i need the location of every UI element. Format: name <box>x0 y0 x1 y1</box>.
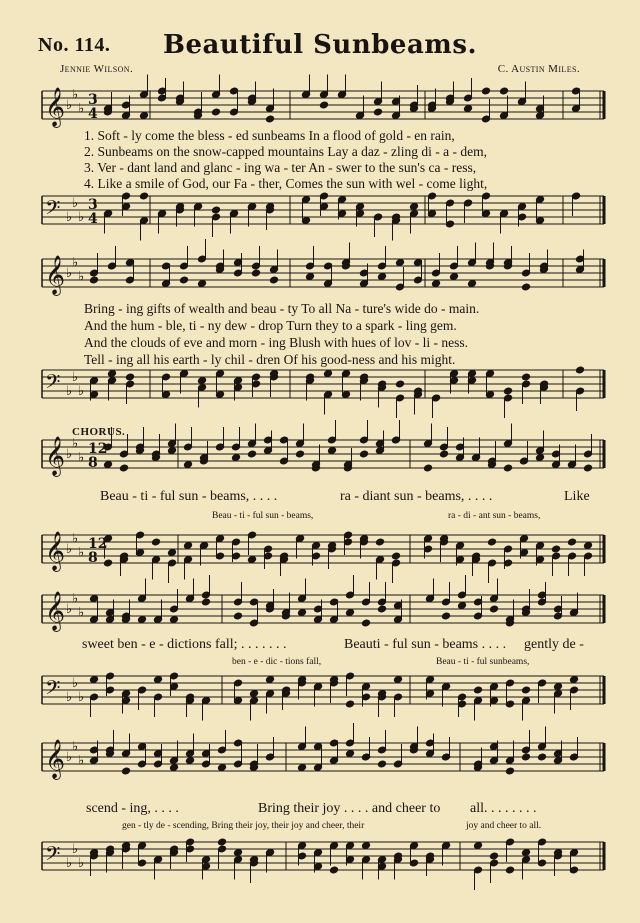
note-head <box>319 101 328 109</box>
note-head <box>409 203 418 211</box>
note-head <box>359 450 368 458</box>
flat-icon: ♭ <box>78 605 85 621</box>
note-head <box>265 115 274 123</box>
note-head <box>167 447 176 455</box>
note-head <box>481 87 490 95</box>
note-head <box>185 757 194 765</box>
treble-clef-icon: 𝄞 <box>45 436 66 476</box>
note-head <box>567 538 576 546</box>
treble-clef-icon: 𝄞 <box>45 87 66 127</box>
note-head <box>441 612 450 620</box>
note-head <box>551 545 560 553</box>
note-head <box>487 538 496 546</box>
chorus-line-1-small-a: Beau - ti - ful sun - beams, <box>212 511 314 521</box>
note-head <box>305 273 314 281</box>
chorus-line-1-small-b: ra - di - ant sun - beams, <box>448 511 541 521</box>
note-head <box>373 213 382 221</box>
note-head <box>571 192 580 200</box>
note-head <box>107 370 116 378</box>
note-head <box>327 447 336 455</box>
note-head <box>337 91 346 99</box>
chorus-line-3-a: scend - ing, . . . . <box>86 801 179 816</box>
note-head <box>247 556 256 564</box>
note-head <box>345 609 354 617</box>
time-signature-top: 3 <box>88 197 98 213</box>
note-head <box>193 203 202 211</box>
note-head <box>153 856 162 864</box>
note-head <box>463 199 472 207</box>
note-head <box>313 683 322 691</box>
flat-icon: ♭ <box>78 690 85 705</box>
note-head <box>107 262 116 270</box>
note-head <box>377 605 386 613</box>
note-head <box>473 842 482 850</box>
note-head <box>425 595 434 603</box>
flat-icon: ♭ <box>66 542 73 557</box>
bass-clef-icon: 𝄢 <box>45 842 61 870</box>
note-head <box>441 753 450 761</box>
note-head <box>265 849 274 857</box>
note-head <box>535 454 544 462</box>
note-head <box>537 753 546 761</box>
verse-1-line-2: Bring - ing gifts of wealth and beau - ty To all Na - ture's wide do - main. <box>84 301 480 316</box>
note-head <box>251 269 260 277</box>
chorus-line-3-small-b: joy and cheer to all. <box>466 821 542 831</box>
note-head <box>229 210 238 218</box>
note-head <box>377 273 386 281</box>
note-head <box>247 203 256 211</box>
note-head <box>567 461 576 469</box>
note-head <box>393 676 402 684</box>
note-head <box>391 552 400 560</box>
note-head <box>489 852 498 860</box>
note-head <box>125 373 134 381</box>
note-head <box>375 538 384 546</box>
bass-clef-icon: 𝄢 <box>45 676 61 704</box>
lyricist-credit: Jennie Wilson. <box>60 63 134 75</box>
note-head <box>301 91 310 99</box>
note-head <box>473 686 482 694</box>
note-head <box>211 206 220 214</box>
flat-icon: ♭ <box>72 531 79 547</box>
flat-icon: ♭ <box>72 676 79 691</box>
note-head <box>471 454 480 462</box>
composer-credit: C. Austin Miles. <box>497 63 580 75</box>
note-head <box>345 700 354 708</box>
note-head <box>463 105 472 113</box>
note-head <box>139 192 148 200</box>
treble-clef-icon: 𝄞 <box>45 591 66 631</box>
note-head <box>569 753 578 761</box>
hymn-number: No. 114. <box>38 34 111 56</box>
note-head <box>431 394 440 402</box>
bass-clef-icon: 𝄢 <box>45 196 61 224</box>
flat-icon: ♭ <box>78 269 85 285</box>
note-head <box>297 609 306 617</box>
verse-4-line-2: Tell - ing all his earth - ly chil - dren Of his good-ness and his might. <box>84 352 456 367</box>
note-head <box>467 280 476 288</box>
note-head <box>521 753 530 761</box>
note-head <box>217 764 226 772</box>
chorus-line-3-small-a: gen - tly de - scending, Bring their joy, their joy and cheer, their <box>122 821 365 831</box>
note-head <box>361 842 370 850</box>
note-head <box>537 679 546 687</box>
note-head <box>151 538 160 546</box>
flat-icon: ♭ <box>78 384 85 399</box>
note-head <box>89 676 98 684</box>
chorus-line-3-c: all. . . . . . . . <box>470 801 537 816</box>
note-head <box>167 549 176 557</box>
note-head <box>247 450 256 458</box>
note-head <box>505 866 514 874</box>
note-head <box>569 609 578 617</box>
note-head <box>201 697 210 705</box>
flat-icon: ♭ <box>78 450 85 466</box>
note-head <box>197 280 206 288</box>
note-head <box>431 280 440 288</box>
note-head <box>89 276 98 284</box>
flat-icon: ♭ <box>66 266 73 281</box>
flat-icon: ♭ <box>66 690 73 705</box>
hymn-title: Beautiful Sunbeams. <box>162 30 478 60</box>
note-head <box>201 598 210 606</box>
time-signature-bottom: 8 <box>88 550 98 566</box>
flat-icon: ♭ <box>72 370 79 385</box>
note-head <box>439 450 448 458</box>
note-head <box>169 764 178 772</box>
note-head <box>499 210 508 218</box>
flat-icon: ♭ <box>72 739 79 755</box>
note-head <box>265 753 274 761</box>
note-head <box>583 464 592 472</box>
note-head <box>295 450 304 458</box>
note-head <box>583 542 592 550</box>
flat-icon: ♭ <box>72 87 79 103</box>
note-head <box>179 370 188 378</box>
note-head <box>103 461 112 469</box>
bass-clef-icon: 𝄢 <box>45 370 61 398</box>
flat-icon: ♭ <box>78 101 85 117</box>
verse-3-line-2: And the clouds of eve and morn - ing Blush with hues of lov - li - ness. <box>84 335 468 350</box>
note-head <box>183 542 192 550</box>
chorus-line-2-small-a: ben - e - dic - tions fall, <box>232 657 322 667</box>
note-head <box>345 750 354 758</box>
note-head <box>355 112 364 120</box>
verse-1-line-1: 1. Soft - ly come the bless - ed sunbeams In a flood of gold - en rain, <box>84 128 455 143</box>
note-head <box>393 760 402 768</box>
note-head <box>217 838 226 846</box>
flat-icon: ♭ <box>78 753 85 769</box>
flat-icon: ♭ <box>66 210 73 225</box>
note-head <box>233 849 242 857</box>
time-signature-bottom: 4 <box>88 211 98 227</box>
note-head <box>179 276 188 284</box>
note-head <box>521 686 530 694</box>
time-signature-top: 3 <box>88 92 98 108</box>
note-head <box>569 676 578 684</box>
chorus-line-1-a: Beau - ti - ful sun - beams, . . . . <box>100 489 278 504</box>
time-signature-bottom: 4 <box>88 106 98 122</box>
chorus-line-1-c: Like <box>564 489 590 504</box>
note-head <box>119 464 128 472</box>
flat-icon: ♭ <box>78 210 85 225</box>
note-head <box>377 760 386 768</box>
note-head <box>441 842 450 850</box>
note-head <box>503 387 512 395</box>
chorus-line-2-a: sweet ben - e - dictions fall; . . . . . . . <box>82 637 287 652</box>
note-head <box>505 767 514 775</box>
chorus-line-1-b: ra - diant sun - beams, . . . . <box>340 489 493 504</box>
note-head <box>391 436 400 444</box>
flat-icon: ♭ <box>66 447 73 462</box>
flat-icon: ♭ <box>66 384 73 399</box>
note-head <box>103 559 112 567</box>
note-head <box>361 753 370 761</box>
note-head <box>423 464 432 472</box>
note-head <box>137 686 146 694</box>
note-head <box>103 210 112 218</box>
note-head <box>231 454 240 462</box>
verse-2-line-1: 2. Sunbeams on the snow-capped mountains Lay a daz - zling di - a - dem, <box>84 144 488 159</box>
note-head <box>137 616 146 624</box>
note-head <box>153 676 162 684</box>
flat-icon: ♭ <box>78 856 85 871</box>
note-head <box>269 276 278 284</box>
verse-2-line-2: And the hum - ble, ti - ny dew - drop Turn they to a spark - ling gem. <box>84 318 457 333</box>
note-head <box>517 98 526 106</box>
treble-clef-icon: 𝄞 <box>45 531 66 571</box>
note-head <box>297 764 306 772</box>
flat-icon: ♭ <box>72 591 79 607</box>
note-head <box>211 108 220 116</box>
flat-icon: ♭ <box>72 255 79 271</box>
note-head <box>521 283 530 291</box>
time-signature-bottom: 8 <box>88 455 98 471</box>
flat-icon: ♭ <box>72 196 79 211</box>
note-head <box>265 676 274 684</box>
treble-clef-icon: 𝄞 <box>45 255 66 295</box>
note-head <box>329 866 338 874</box>
treble-clef-icon: 𝄞 <box>45 739 66 779</box>
note-head <box>169 616 178 624</box>
note-head <box>519 457 528 465</box>
note-head <box>323 370 332 378</box>
note-head <box>489 605 498 613</box>
chorus-line-3-b: Bring their joy . . . . and cheer to <box>258 801 441 816</box>
note-head <box>199 542 208 550</box>
note-head <box>153 616 162 624</box>
note-head <box>121 767 130 775</box>
flat-icon: ♭ <box>72 436 79 452</box>
verse-4-line-1: 4. Like a smile of God, our Fa - ther, Comes the sun with wel - come light, <box>84 176 488 191</box>
verse-3-line-1: 3. Ver - dant land and glanc - ing wa - ter An - swer to the sun's ca - ress, <box>84 160 477 175</box>
note-head <box>521 849 530 857</box>
note-head <box>233 612 242 620</box>
note-head <box>395 380 404 388</box>
time-signature-top: 12 <box>88 441 108 457</box>
flat-icon: ♭ <box>66 750 73 765</box>
flat-icon: ♭ <box>78 545 85 561</box>
note-head <box>553 683 562 691</box>
note-head <box>185 595 194 603</box>
note-head <box>249 690 258 698</box>
flat-icon: ♭ <box>66 602 73 617</box>
note-head <box>197 377 206 385</box>
note-head <box>157 210 166 218</box>
note-head <box>395 259 404 267</box>
note-head <box>441 683 450 691</box>
flat-icon: ♭ <box>72 842 79 857</box>
chorus-line-2-small-b: Beau - ti - ful sunbeams, <box>436 657 530 667</box>
time-signature-top: 12 <box>88 536 108 552</box>
note-head <box>183 461 192 469</box>
note-head <box>449 273 458 281</box>
note-head <box>215 443 224 451</box>
note-head <box>499 87 508 95</box>
chorus-label: CHORUS. <box>72 426 126 438</box>
note-head <box>457 602 466 610</box>
note-head <box>373 108 382 116</box>
note-head <box>521 373 530 381</box>
flat-icon: ♭ <box>66 98 73 113</box>
note-head <box>361 619 370 627</box>
chorus-line-2-b: Beauti - ful sun - beams . . . . <box>344 637 507 652</box>
note-head <box>139 112 148 120</box>
chorus-line-2-c: gently de - <box>524 637 584 652</box>
note-head <box>295 535 304 543</box>
note-head <box>503 464 512 472</box>
flat-icon: ♭ <box>66 856 73 871</box>
